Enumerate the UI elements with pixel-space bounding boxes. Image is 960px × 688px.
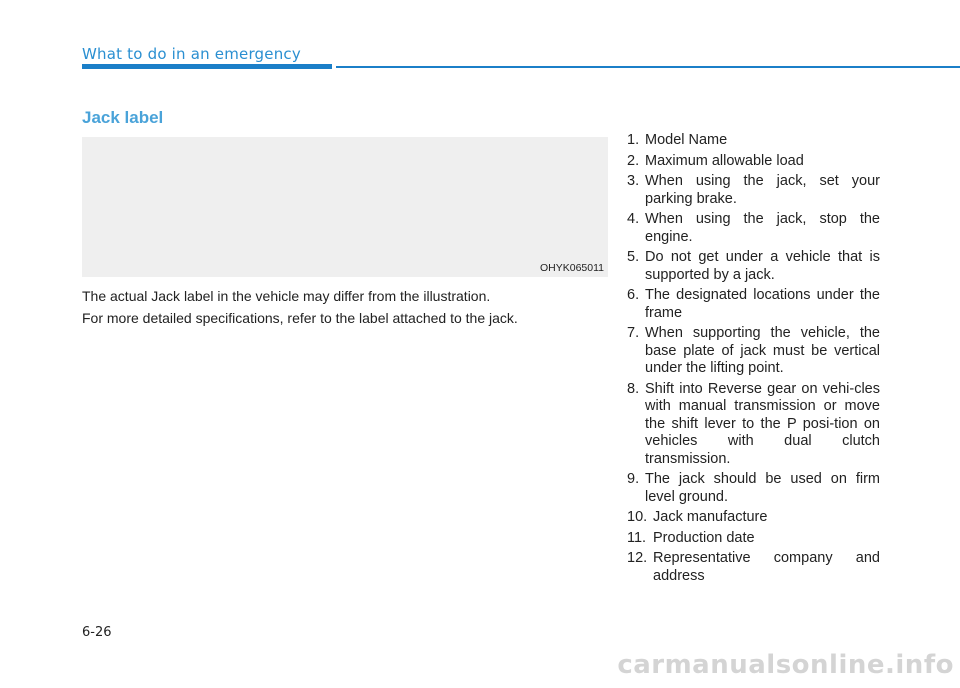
list-item-text: The jack should be used on firm level ground. [645, 471, 880, 505]
jack-label-illustration [82, 137, 608, 277]
list-item-number: 4. [627, 211, 640, 227]
list-item-text: Representative company and address [653, 550, 880, 584]
header-rule-thick [82, 64, 332, 69]
list-item-number: 8. [627, 380, 640, 397]
list-item-number: 5. [627, 249, 640, 265]
list-item [627, 249, 880, 284]
list-item [627, 153, 880, 171]
jack-label-list [627, 132, 880, 588]
list-item-number: 10. [627, 509, 648, 525]
figure-code: OHYK065011 [539, 262, 604, 274]
list-item [627, 173, 880, 208]
list-item-text: When using the jack, set your parking brake. [645, 173, 880, 207]
list-item [627, 132, 880, 150]
list-item [627, 471, 880, 506]
list-item-number: 1. [627, 132, 640, 148]
list-item [627, 211, 880, 246]
list-item-number: 11. [627, 529, 647, 546]
list-item [627, 381, 880, 469]
list-item-number: 7. [627, 325, 640, 341]
list-item-text: Model Name [645, 132, 728, 148]
list-item [627, 530, 880, 548]
body-text [82, 286, 612, 330]
list-item [627, 509, 880, 527]
list-item-text: Maximum allowable load [645, 152, 804, 169]
list-item-number: 2. [627, 152, 640, 169]
list-item-text: The designated locations under the frame [645, 287, 880, 321]
list-item-text: Do not get under a vehicle that is supported by a jack. [645, 249, 880, 283]
list-item-text: Shift into Reverse gear on vehi-cles with manual transmission or move the shift lever to the P posi-tion on vehicles with dual clutch transmission. [645, 380, 880, 467]
list-item-number: 9. [627, 471, 640, 487]
list-item [627, 550, 880, 585]
watermark: carmanualsonline.info [617, 650, 954, 680]
list-item [627, 287, 880, 322]
page-number: 6-26 [82, 625, 112, 640]
list-item-number: 6. [627, 287, 640, 303]
header-rule-thin [336, 66, 960, 68]
list-item-text: When using the jack, stop the engine. [645, 211, 880, 245]
list-item-text: When supporting the vehicle, the base plate of jack must be vertical under the lifting point. [645, 325, 880, 376]
list-item-number: 12. [627, 550, 648, 566]
list-item [627, 325, 880, 378]
list-item-text: Jack manufacture [653, 509, 768, 525]
list-item-text: Production date [653, 529, 755, 546]
section-title: Jack label [82, 108, 164, 127]
list-item-number: 3. [627, 173, 640, 189]
body-line-1: The actual Jack label in the vehicle may differ from the illustration. [82, 288, 491, 304]
chapter-title: What to do in an emergency [82, 45, 301, 63]
body-line-2: For more detailed specifications, refer to the label attached to the jack. [82, 310, 518, 326]
